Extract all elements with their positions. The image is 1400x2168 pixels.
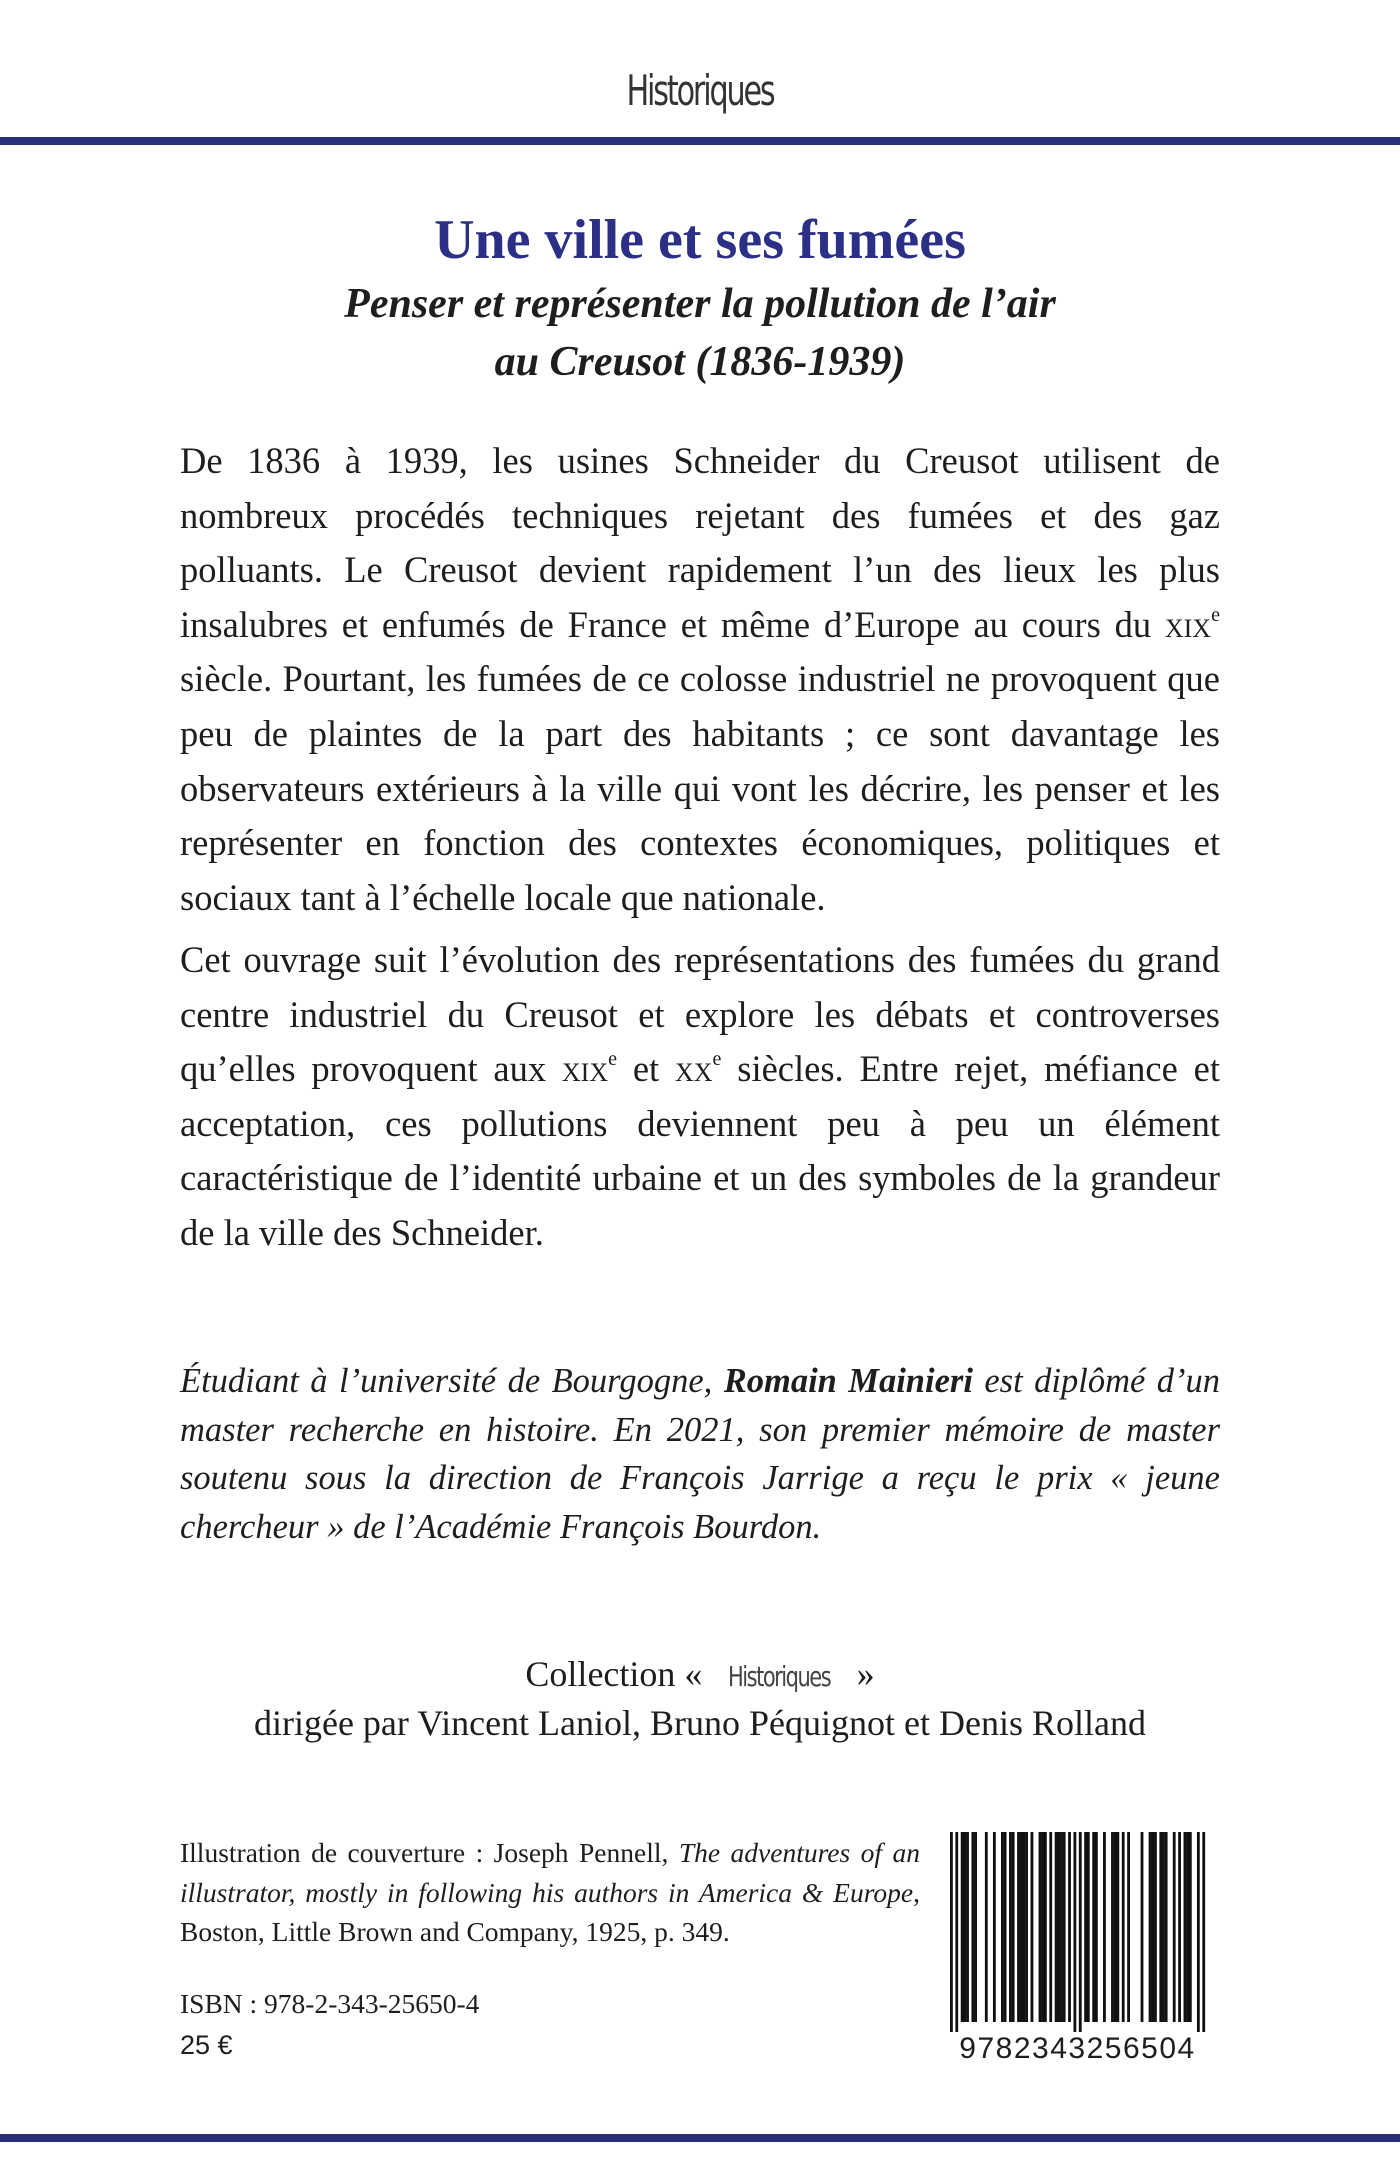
barcode-bar [1079,1832,1082,2032]
barcode-digits: 9782343256504 [959,2032,1196,2065]
barcode-bar [1165,1832,1168,2022]
barcode-bar [1162,1832,1165,2022]
top-rule [0,137,1400,145]
barcode-bar [1103,1832,1106,2022]
cover-credit: Illustration de couverture : Joseph Pennell, The adventures of an illustrator, mostly in following his authors in America & Europe, Boston, Little Brown and Company, 1925, p. 349. [180,1837,920,1947]
barcode-bar [1186,1832,1189,2022]
price: 25 € [180,2030,233,2060]
barcode-bar [1057,1832,1060,2022]
barcode-bar [1049,1832,1052,2022]
barcode-bar [971,1832,974,2022]
barcode-bar [963,1832,966,2022]
barcode-bar [1202,1832,1205,2032]
isbn: ISBN : 978-2-343-25650-4 [180,1988,480,2019]
barcode-bar [1154,1832,1157,2022]
barcode-bar [1012,1832,1015,2022]
barcode-bar [1044,1832,1047,2022]
author-bio: Étudiant à l’université de Bourgogne, Romain Mainieri est diplômé d’un master recherche en histoire. En 2021, son premier mémoire de master soutenu sous la direction de François Jarrige a reçu le prix « jeune chercheur » de l’Académie François Bourdon. [180,1362,1220,1546]
barcode-bar [1025,1832,1028,2022]
collection-line: Collection « Historiques » [525,1654,875,1694]
barcode-bar [961,1832,964,2022]
barcode-bar [1022,1832,1025,2022]
barcode-bar [1060,1832,1063,2022]
collection-directors: dirigée par Vincent Laniol, Bruno Péquignot et Denis Rolland [253,1703,1146,1743]
barcode-bar [1122,1832,1125,2022]
barcode-bars [935,1832,1220,2032]
barcode-bar [1178,1832,1181,2022]
barcode-bar [1116,1832,1119,2022]
summary-paragraph-1: De 1836 à 1939, les usines Schneider du Creusot utilisent de nombreux procédés techniques rejetant des fumées et des gaz polluants. Le Creusot devient rapidement l’un des lieux les plus insalubres et enfumés de France et même d’Europe au cours du xix$^e$ siècle. Pourtant, les fumées de ce colosse industriel ne provoquent que peu de plaintes de la part des habitants ; ce sont davantage les observateurs extérieurs à la ville qui vont les décrire, les penser et les représenter en fonction des contextes économiques, politiques et sociaux tant à l’échelle locale que nationale. [180,440,1220,918]
barcode-bar [1189,1832,1192,2022]
barcode-bar [1001,1832,1004,2022]
book-subtitle-line2: au Creusot (1836-1939) [494,339,906,385]
series-logo: Historiques [626,66,774,115]
barcode-bar [1017,1832,1020,2022]
barcode-bar [1173,1832,1176,2022]
barcode-bar [950,1832,953,2032]
barcode-bar [1009,1832,1012,2022]
barcode-bar [1039,1832,1042,2022]
barcode-bar [985,1832,988,2022]
summary-paragraph-2: Cet ouvrage suit l’évolution des représentations des fumées du grand centre industriel du Creusot et explore les débats et controverses qu’elles provoquent aux xix$^e$ et $xx^e$ siècles. Entre rejet, méfiance et acceptation, ces pollutions deviennent peu à peu un élément caractéristique de l’identité urbaine et un des symboles de la grandeur de la ville des Schneider. [180,939,1220,1253]
barcode-bar [1095,1832,1098,2022]
barcode-bar [1141,1832,1144,2022]
author-name: Romain Mainieri [723,1362,973,1400]
barcode-bar [1041,1832,1044,2022]
barcode-bar [1151,1832,1154,2022]
barcode [935,1832,1220,2067]
barcode-bar [993,1832,996,2022]
barcode-bar [1184,1832,1187,2022]
barcode-bar [1087,1832,1090,2022]
bottom-rule [0,2134,1400,2142]
barcode-bar [1004,1832,1007,2022]
barcode-bar [1055,1832,1058,2022]
barcode-bar [1111,1832,1114,2022]
book-subtitle-line1: Penser et représenter la pollution de l’air [344,281,1056,327]
barcode-bar [1084,1832,1087,2022]
barcode-bar [966,1832,969,2022]
barcode-bar [1068,1832,1071,2022]
barcode-bar [1020,1832,1023,2022]
barcode-bar [1197,1832,1200,2032]
barcode-bar [1031,1832,1034,2022]
barcode-bar [1114,1832,1117,2022]
barcode-bar [1092,1832,1095,2022]
barcode-bar [1073,1832,1076,2032]
barcode-bar [1149,1832,1152,2022]
book-title: Une ville et ses fumées [434,209,966,271]
collection-name: Historiques [728,1660,831,1693]
barcode-bar [1127,1832,1130,2022]
barcode-bar [1063,1832,1066,2022]
barcode-bar [955,1832,958,2032]
barcode-bar [1159,1832,1162,2022]
barcode-bar [974,1832,977,2022]
